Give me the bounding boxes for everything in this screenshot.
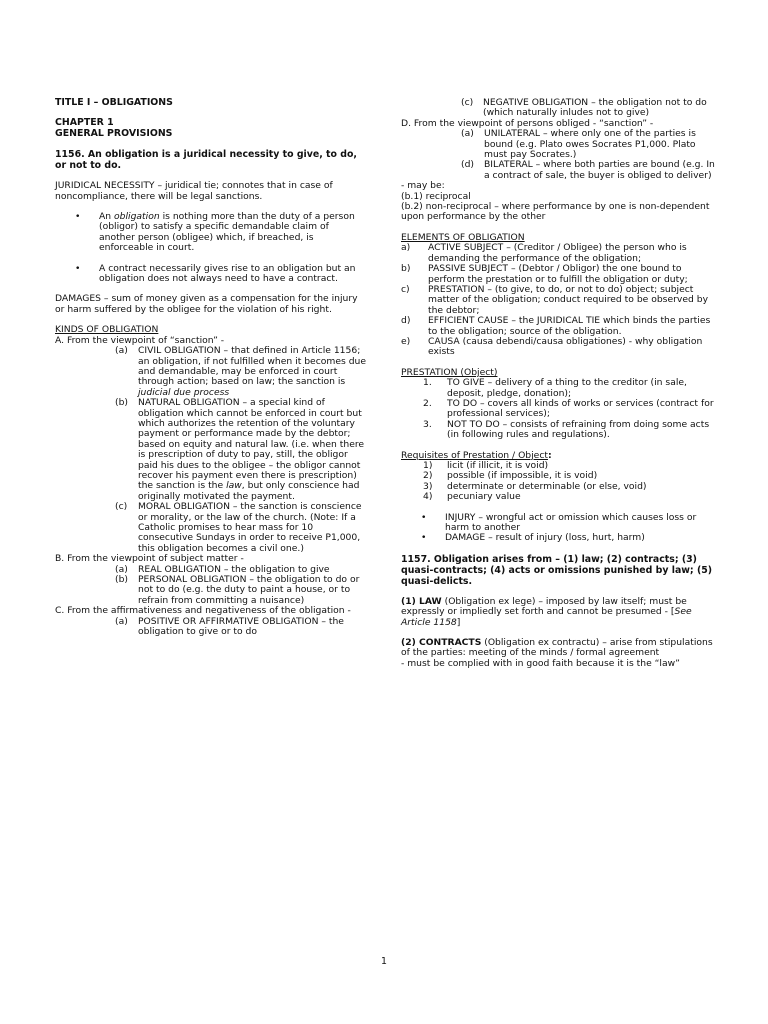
affirmativeness-heading: C. From the affirmativeness and negativeness of the obligation -: [55, 605, 351, 617]
list-item: (a) POSITIVE OR AFFIRMATIVE OBLIGATION – the obligation to give or to do: [115, 615, 344, 638]
list-item: e) CAUSA (causa debendi/causa obligationes) - why obligation exists: [401, 335, 703, 358]
bullet-obligation: • An obligation is nothing more than the duty of a person (obligor) to satisfy a specific demandable claim of another person (obligee) which, if breached, is enforceable in court.: [75, 211, 355, 254]
list-item: (b) NATURAL OBLIGATION – a special kind of obligation which cannot be enforced in court but which authorizes the retention of the voluntary payment or performance made by the debtor; based on equity and natural law. (i.e. when there is prescription of duty to pay, still, the obligor paid his dues to the obligee – the obligor cannot recover his payment even there is prescription) the sanction is the law, but only conscience had originally motivated the payment.: [115, 397, 365, 502]
left-column: [55, 98, 367, 637]
list-item: d) EFFICIENT CAUSE – the JURIDICAL TIE which binds the parties to the obligation; source of the obligation.: [401, 315, 711, 337]
injury-damage-list: [401, 513, 719, 544]
juridical-necessity-definition: JURIDICAL NECESSITY – juridical tie; connotes that in case of noncompliance, there will be legal sanctions.: [55, 180, 333, 202]
list-item: 4) pecuniary value: [423, 491, 521, 503]
list-item: b) PASSIVE SUBJECT – (Debtor / Obligor) the one bound to perform the prestation or to fulfill the obligation or duty;: [401, 263, 688, 285]
list-item-negative-obligation: (c) NEGATIVE OBLIGATION – the obligation not to do (which naturally inludes not to give): [461, 97, 707, 119]
contracts-note: - must be complied with in good faith because it is the “law”: [401, 657, 680, 669]
prestation-heading: PRESTATION (Object): [401, 366, 498, 378]
right-column: [401, 98, 719, 669]
elements-list: [401, 243, 719, 357]
chapter-name-heading: GENERAL PROVISIONS: [55, 127, 173, 139]
affirmativeness-list: [55, 617, 367, 638]
non-reciprocal-text: (b.2) non-reciprocal – where performance by one is non-dependent upon performance by the other: [401, 201, 710, 223]
bullet-item: • INJURY – wrongful act or omission which causes loss or harm to another: [421, 511, 697, 534]
sanction-list: [55, 346, 367, 554]
list-item: (a) REAL OBLIGATION – the obligation to give: [115, 563, 330, 575]
bullet-icon: •: [421, 511, 427, 523]
list-item: 2) possible (if impossible, it is void): [423, 470, 598, 482]
list-item: (a) UNILATERAL – where only one of the parties is bound (e.g. Plato owes Socrates P1,000. Plato must pay Socrates.): [461, 128, 696, 161]
elements-heading: ELEMENTS OF OBLIGATION: [401, 231, 525, 243]
bullet-icon: •: [75, 211, 81, 223]
list-item: a) ACTIVE SUBJECT – (Creditor / Obligee) the person who is demanding the performance of the obligation;: [401, 242, 687, 264]
list-item: c) PRESTATION – (to give, to do, or not to do) object; subject matter of the obligation; conduct required to be observed by the debtor;: [401, 283, 709, 316]
contracts-paragraph: (2) CONTRACTS (Obligation ex contractu) – arise from stipulations of the parties: meeting of the minds / formal agreement: [401, 637, 713, 659]
list-item: 3) determinate or determinable (or else, void): [423, 480, 647, 492]
sanction-heading: A. From the viewpoint of “sanction” -: [55, 334, 225, 346]
bullet-icon: •: [421, 532, 427, 544]
bullet-contract: • A contract necessarily gives rise to an obligation but an obligation does not always need to have a contract.: [75, 262, 356, 285]
kinds-heading: KINDS OF OBLIGATION: [55, 324, 159, 336]
bullet-icon: •: [75, 262, 81, 274]
list-item: 3. NOT TO DO – consists of refraining from doing some acts (in following rules and regulations).: [423, 418, 710, 441]
chapter-heading: CHAPTER 1: [55, 117, 114, 129]
damages-definition: DAMAGES – sum of money given as a compensation for the injury or harm suffered by the obligee for the violation of his right.: [55, 293, 358, 315]
subject-matter-list: [55, 565, 367, 607]
list-item: 1) licit (if illicit, it is void): [423, 460, 549, 471]
subject-matter-heading: B. From the viewpoint of subject matter -: [55, 553, 244, 565]
list-item: (c) MORAL OBLIGATION – the sanction is conscience or morality, or the law of the church. (Note: If a Catholic promises to hear mass for 10 consecutive Sundays in order to receive P1,000, this obligation becomes a civil one.): [115, 501, 362, 554]
law-paragraph: (1) LAW (Obligation ex lege) – imposed by law itself; must be expressly or impliedly set forth and cannot be presumed - [See Article 1158]: [401, 595, 692, 628]
may-be-text: - may be:: [401, 180, 445, 192]
list-item: (b) PERSONAL OBLIGATION – the obligation to do or not to do (e.g. the duty to paint a house, or to refrain from committing a nuisance): [115, 574, 360, 606]
prestation-list: [401, 378, 719, 440]
bullet-item: • DAMAGE – result of injury (loss, hurt, harm): [421, 532, 645, 544]
article-1156: 1156. An obligation is a juridical necessity to give, to do, or not to do.: [55, 149, 357, 172]
requisites-list: [401, 461, 719, 503]
list-item: (a) CIVIL OBLIGATION – that defined in Article 1156; an obligation, if not fulfilled when it becomes due and demandable, may be enforced in court through action; based on law; the sanction is judicial due process: [115, 345, 366, 398]
requisites-heading: Requisites of Prestation / Object:: [401, 449, 552, 461]
list-item: (d) BILATERAL – where both parties are bound (e.g. In a contract of sale, the buyer is obliged to deliver): [461, 159, 715, 181]
persons-obliged-list: [401, 129, 719, 181]
reciprocal-text: (b.1) reciprocal: [401, 190, 471, 202]
title-heading: TITLE I – OBLIGATIONS: [55, 97, 173, 108]
persons-obliged-heading: D. From the viewpoint of persons obliged - “sanction” -: [401, 117, 654, 129]
page-number: 1: [381, 956, 387, 967]
article-1157: 1157. Obligation arises from – (1) law; (2) contracts; (3) quasi-contracts; (4) acts or omissions punished by law; (5) quasi-delicts.: [401, 553, 713, 587]
list-item: 1. TO GIVE – delivery of a thing to the creditor (in sale, deposit, pledge, donation);: [423, 377, 687, 399]
list-item: 2. TO DO – covers all kinds of works or services (contract for professional services);: [423, 397, 714, 420]
